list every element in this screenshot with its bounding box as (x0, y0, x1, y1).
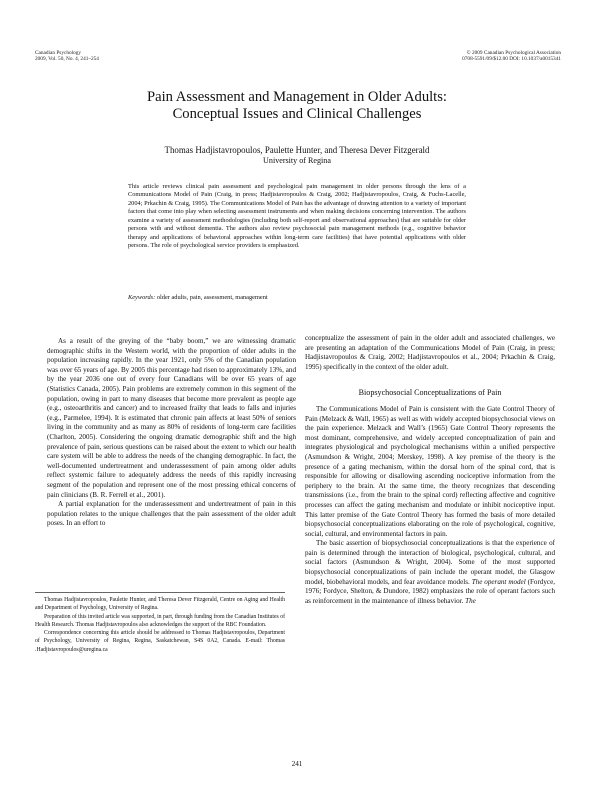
affiliation: University of Regina (263, 155, 331, 165)
abstract: This article reviews clinical pain assessment and psychological pain management in older persons through the lens of a Communications Model of Pain (Craig, in press; Hadjistavropoulos & Craig, 2002; Hadjistavropoulos, Craig, & Fuchs-Lacelle, 2004; Prkachin & Craig, 1995). The Communications Model of Pain has the advantage of drawing attention to a variety of important factors that come into play when selecting assessment instruments and when making decisions concerning intervention. The authors examine a variety of assessment methodologies (including both self-report and observational approaches) that are suitable for older persons with and without dementia. The authors also review psychosocial pain management methods (e.g., cognitive behavior therapy and applications of behavioral approaches within long-term care facilities) that have potential applications with older persons. The role of psychological service providers is emphasized. (128, 183, 466, 250)
section-heading: Biopsychosocial Conceptualizations of Pain (358, 388, 502, 398)
footnote-affiliation: Thomas Hadjistavropoulos, Paulette Hunter, and Theresa Dever Fitzgerald, Centre on Aging and Health and Department of Psychology, University of Regina. (35, 597, 285, 612)
article-title (60, 89, 534, 123)
emphasis-text: The operant model (471, 577, 526, 586)
volume-line: 2009, Vol. 50, No. 4, 241–254 (35, 56, 99, 63)
left-column (47, 337, 296, 529)
body-paragraph: As a result of the greying of the “baby boom,” we are witnessing dramatic demographic shifts in the Western world, with the proportion of older adults in the population increasing rapidly. In the year 1921, only 5% of the Canadian population was over 65 years of age. By 2005 this percentage had risen to approximately 13%, and by the year 2036 one out of every four Canadians will be over 65 years of age (Statistics Canada, 2005). Pain problems are extremely common in this segment of the population, owing in part to many diseases that become more prevalent as people age (e.g., osteoarthritis and cancer) and to increased frailty that leads to falls and injuries (e.g., Parmelee, 1994). It is estimated that chronic pain affects at least 50% of seniors living in the community and as many as 80% of residents of long-term care facilities (Charlton, 2005). Considering the ongoing dramatic demographic shift and the high prevalence of pain, serious questions can be raised about the extent to which our health care system will be able to address the needs of the changing demographic. In fact, the well-documented undertreatment and underassessment of pain among older adults reflect systemic failure to adequately address the needs of this rapidly increasing segment of the population and represent one of the most pressing ethical concerns of pain clinicians (B. R. Ferrell et al., 2001). (47, 337, 296, 499)
author-names: Thomas Hadjistavropoulos, Paulette Hunter, and Theresa Dever Fitzgerald (164, 145, 430, 155)
body-paragraph (305, 539, 555, 606)
footnote-correspondence: Correspondence concerning this article should be addressed to Thomas Hadjistavropoulos, Department of Psychology, University of Regina, Regina, Saskatchewan, S4S 0A2, Canada. E-mail: Thomas .Hadjistavropoulos@uregina.ca (35, 630, 285, 653)
author-block (60, 145, 534, 166)
footnotes (35, 596, 285, 654)
body-paragraph: The Communications Model of Pain is consistent with the Gate Control Theory of Pain (Melzack & Wall, 1965) as well as with widely accepted biopsychosocial views on the pain experience. Melzack and Wall’s (1965) Gate Control Theory represents the most dominant, comprehensive, and widely accepted conceptualization of pain and integrates physiological and psychological mechanisms within a unified perspective (Asmundson & Wright, 2004; Merskey, 1998). A key premise of the theory is the presence of a gating mechanism, within the dorsal horn of the spinal cord, that is responsible for allowing or disallowing ascending nociceptive information from the periphery to the brain. At the same time, the theory recognizes that descending transmissions (i.e., from the brain to the spinal cord) reflecting affective and cognitive processes can affect the gating mechanism and modulate or inhibit nociceptive input. This latter premise of the Gate Control Theory has formed the basis of more detailed biopsychosocial conceptualizations elaborating on the role of psychological, cognitive, social, cultural, and environmental factors in pain. (305, 404, 555, 538)
keywords (128, 294, 466, 302)
body-paragraph: A partial explanation for the underassessment and undertreatment of pain in this population relates to the unique challenges that the pain assessment of the older adult poses. In an effort to (47, 500, 296, 528)
title-line-2: Conceptual Issues and Clinical Challenges (172, 106, 422, 122)
doi-line: 0708-5591/09/$12.00 DOI: 10.1037/a0015341 (462, 56, 561, 63)
title-line-1: Pain Assessment and Management in Older Adults: (147, 89, 447, 105)
journal-header-right (462, 50, 561, 63)
body-paragraph: conceptualize the assessment of pain in the older adult and associated challenges, we are presenting an adaptation of the Communications Model of Pain (Craig, in press; Hadjistavropoulos & Craig, 2002; Hadjistavropoulos et al., 2004; Prkachin & Craig, 1995) specifically in the context of the older adult. (305, 334, 555, 371)
keywords-label: Keywords: (128, 294, 156, 301)
footnote-rule (35, 592, 285, 593)
emphasis-text: The (465, 596, 476, 605)
copyright-line: © 2009 Canadian Psychological Association (466, 50, 561, 56)
body-text: The basic assertion of biopsychosocial conceptualizations is that the experience of pain is determined through the interaction of biological, psychological, cultural, and social factors (Asmundson & Wright, 2004). Some of the most supported biopsychosocial conceptualizations of pain include the operant model, the Glasgow model, biobehavioral models, and fear avoidance models. (305, 539, 555, 586)
journal-name: Canadian Psychology (35, 50, 82, 56)
body-text: (Fordyce, 1976; Fordyce, Shelton, & Dundore, 1982) emphasizes the role of operant factors such as reinforcement in the maintenance of illness behavior. (305, 577, 556, 605)
keywords-text: older adults, pain, assessment, management (155, 294, 268, 301)
right-column (305, 334, 555, 606)
page-number: 241 (291, 760, 303, 768)
footnote-funding: Preparation of this invited article was supported, in part, through funding from the Canadian Institutes of Health Research. Thomas Hadjistavropoulos also acknowledges the support of the RBC Foundation. (35, 613, 285, 628)
journal-header-left (35, 50, 99, 63)
